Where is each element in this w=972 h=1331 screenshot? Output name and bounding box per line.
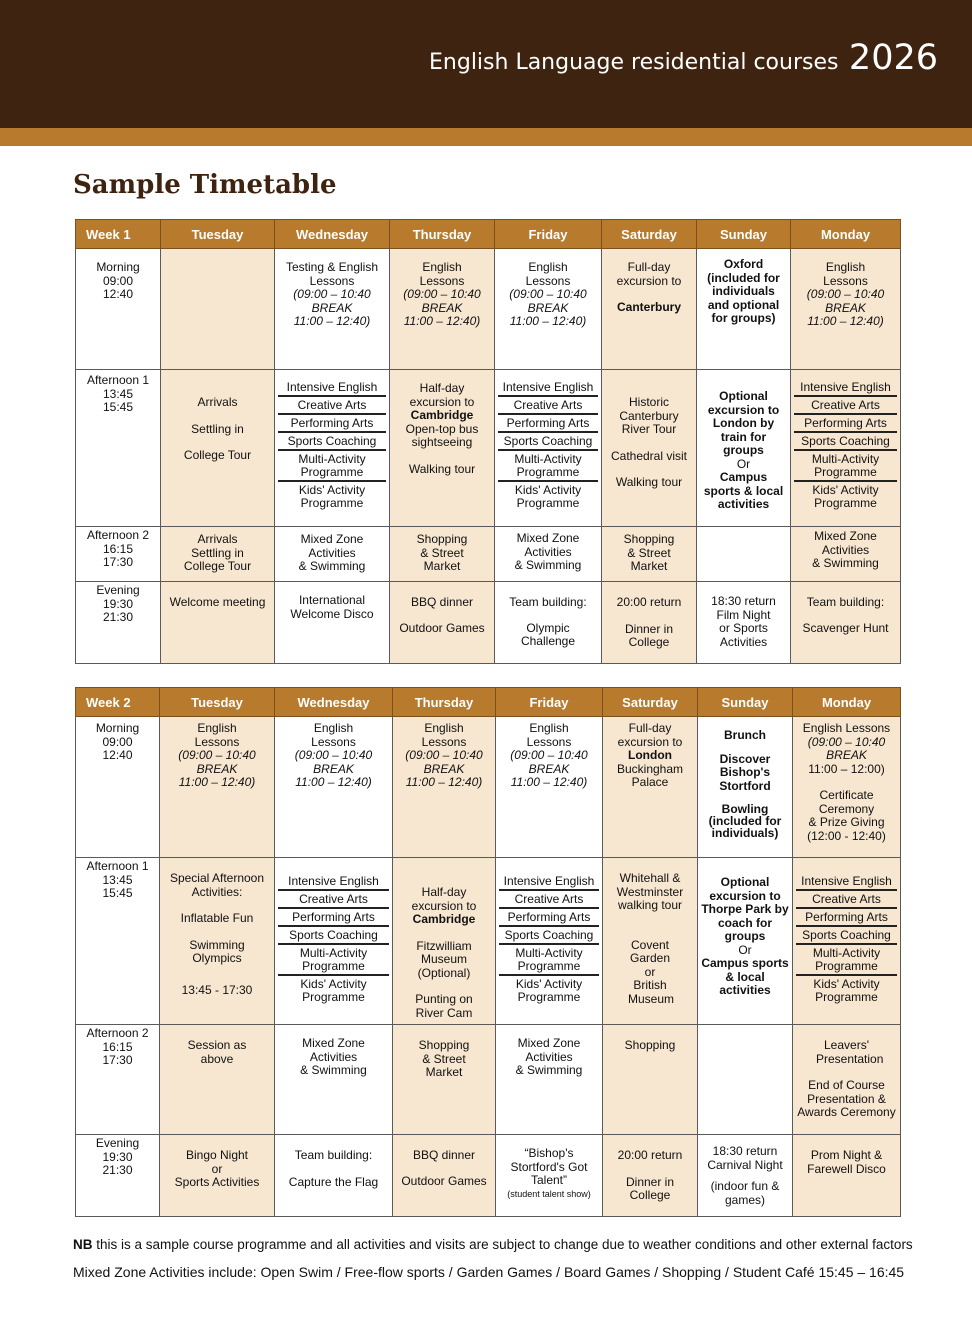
schedule-cell: Session as above [160,1025,275,1135]
activity-text: Dinner in College [624,621,674,649]
schedule-cell: 18:30 return Film Night or Sports Activities [697,582,791,664]
activity-text: Covent Garden or British Museum [628,937,675,1006]
schedule-cell [275,1135,393,1217]
activity-text: Or [736,456,751,471]
schedule-cell: Prom Night & Farewell Disco [793,1135,901,1217]
day-thursday: Thursday [393,688,496,717]
activity-text: Or [738,942,752,957]
option-item: Performing Arts [796,909,897,927]
option-item: Sports Coaching [499,927,599,945]
schedule-cell [698,717,793,858]
schedule-cell [275,717,393,858]
activity-text: Leavers' Presentation [816,1038,884,1066]
day-friday: Friday [496,688,603,717]
schedule-cell [697,527,791,582]
option-item: Performing Arts [499,909,599,927]
time-slot: Morning 09:00 12:40 [76,717,160,858]
activity-text: Optional excursion to London by train for groups [707,389,780,457]
option-item: Multi-Activity Programme [498,451,598,482]
option-item: Creative Arts [796,891,897,909]
activity-text: Special Afternoon Activities: [169,871,265,899]
lessons-time: 11:00 – 12:40) [293,314,371,328]
lessons-time: 11:00 – 12:00) [808,761,885,776]
option-item: Creative Arts [499,891,599,909]
lessons-title: English Lessons [802,721,891,735]
option-item: Intensive English [278,379,386,397]
lessons-title: English Lessons [525,260,571,288]
schedule-cell [390,370,495,527]
option-item: Creative Arts [278,397,386,415]
lessons-break: BREAK [527,300,569,315]
schedule-cell: Welcome meeting [161,582,275,664]
schedule-cell [496,858,603,1025]
options-list [496,872,602,1005]
header-subtitle: English Language residential courses [429,50,839,75]
lessons-title: English Lessons [194,721,240,749]
week2-afternoon1-row [76,858,901,1025]
activity-text: Optional excursion to Thorpe Park by coach for groups [701,875,789,943]
day-friday: Friday [495,220,602,249]
week2-timetable [75,687,901,1217]
options-list [791,378,900,511]
schedule-cell [275,370,390,527]
activity-text: Swimming Olympics [189,937,245,965]
option-item: Creative Arts [498,397,598,415]
schedule-cell [791,370,901,527]
schedule-cell [602,582,697,664]
activity-text: Bowling (included for individuals) [708,802,782,840]
option-item: Performing Arts [794,415,897,433]
week2-morning-row [76,717,901,858]
option-item: Intensive English [796,873,897,891]
header-accent-stripe [0,128,972,146]
option-item: Multi-Activity Programme [794,451,897,482]
ceremony-text: Certificate Ceremony [818,788,875,816]
schedule-cell [791,249,901,370]
activity-text: Outdoor Games [401,1173,487,1188]
ceremony-time: (12:00 - 12:40) [807,828,886,843]
day-thursday: Thursday [390,220,495,249]
schedule-cell [698,1025,793,1135]
lessons-break: BREAK [311,300,353,315]
activity-text: Campus sports & local activities [701,956,789,997]
option-item: Sports Coaching [498,433,598,451]
mixed-zone-note: Mixed Zone Activities include: Open Swim / Free-flow sports / Garden Games / Board Games / Shopping / Student Café 15:45 – 16:45 [73,1264,905,1280]
option-item: Intensive English [794,379,897,397]
time-slot: Morning 09:00 12:40 [76,249,161,370]
option-item: Creative Arts [278,891,389,909]
options-list [275,872,392,1005]
schedule-cell [603,717,698,858]
activity-text: Olympic Challenge [520,620,576,648]
time-slot: Afternoon 2 16:15 17:30 [76,527,161,582]
activity-text: “Bishop's Stortford's Got Talent” [510,1146,588,1187]
schedule-cell [495,582,602,664]
activity-text: Arrivals [197,395,238,409]
option-item: Performing Arts [278,415,386,433]
lessons-break: BREAK [421,300,463,315]
schedule-cell [393,1135,496,1217]
schedule-cell [698,1135,793,1217]
activity-text: Brunch [724,728,766,742]
excursion-destination: London [628,748,672,762]
schedule-cell [496,1135,603,1217]
lessons-title: English Lessons [421,721,467,749]
schedule-cell [603,858,698,1025]
option-item: Kids' Activity Programme [514,483,582,510]
day-monday: Monday [791,220,901,249]
option-item: Kids' Activity Programme [813,977,880,1004]
time-slot: Afternoon 1 13:45 15:45 [76,858,160,1025]
schedule-cell: Arrivals Settling in College Tour [161,527,275,582]
day-wednesday: Wednesday [275,688,393,717]
schedule-cell [793,717,901,858]
schedule-cell: Bingo Night or Sports Activities [160,1135,275,1217]
page-title: Sample Timetable [73,170,337,200]
option-item: Kids' Activity Programme [300,977,367,1004]
activity-text: Whitehall & Westminster walking tour [616,871,684,912]
option-item: Sports Coaching [796,927,897,945]
lessons-time: 11:00 – 12:40) [178,775,256,789]
option-item: Kids' Activity Programme [515,977,583,1004]
activity-text: Campus sports & local activities [703,470,784,511]
lessons-title: English Lessons [419,260,465,288]
schedule-cell [496,717,603,858]
lessons-title: English Lessons [823,260,868,288]
excursion-text: Punting on River Cam [415,992,473,1020]
lessons-time: (09:00 – 10:40 [509,287,587,301]
lessons-time: (09:00 – 10:40 [403,287,481,301]
schedule-cell [698,858,793,1025]
lessons-break: BREAK [196,761,238,776]
lessons-break: BREAK [313,761,354,776]
week1-timetable [75,219,901,664]
day-monday: Monday [793,688,901,717]
schedule-cell [390,249,495,370]
nb-label: NB [73,1237,93,1252]
day-tuesday: Tuesday [160,688,275,717]
schedule-cell: Shopping & Street Market [602,527,697,582]
excursion-text: Buckingham Palace [616,761,684,789]
lessons-time: 11:00 – 12:40) [510,775,588,789]
excursion-destination: Cambridge [412,912,476,926]
schedule-cell [161,370,275,527]
excursion-text: Full-day excursion to [617,721,683,749]
schedule-cell [793,1025,901,1135]
excursion-text: Half-day excursion to [409,381,475,409]
option-item: Intensive English [278,873,389,891]
lessons-time: 11:00 – 12:40) [807,314,884,328]
excursion-destination: Cambridge [410,408,474,422]
option-item: Intensive English [498,379,598,397]
time-slot: Evening 19:30 21:30 [76,1135,160,1217]
week2-label: Week 2 [76,688,160,717]
week1-morning-row [76,249,901,370]
week2-evening-row [76,1135,901,1217]
header-title [429,38,938,78]
activity-text: Scavenger Hunt [802,620,889,635]
footer-note [73,1237,913,1252]
activity-text: College Tour [183,448,252,462]
schedule-cell [160,717,275,858]
day-sunday: Sunday [697,220,791,249]
activity-text: Settling in [191,421,244,436]
activity-text: Inflatable Fun [180,911,254,925]
schedule-cell: Mixed Zone Activities & Swimming [275,1025,393,1135]
schedule-cell [603,1135,698,1217]
schedule-cell: Shopping & Street Market [390,527,495,582]
schedule-cell: Mixed Zone Activities & Swimming [495,527,602,582]
activity-text: BBQ dinner [412,1148,476,1162]
lessons-time: (09:00 – 10:40 [294,748,373,762]
option-item: Performing Arts [498,415,598,433]
day-saturday: Saturday [603,688,698,717]
schedule-cell [275,249,390,370]
schedule-cell: Mixed Zone Activities & Swimming [791,527,901,582]
activity-text: Walking tour [615,475,683,489]
activity-text: Team building: [806,595,885,609]
schedule-cell [602,370,697,527]
schedule-cell [393,717,496,858]
lessons-time: (09:00 – 10:40 [405,748,483,762]
activity-text: Outdoor Games [399,620,485,635]
week1-evening-row [76,582,901,664]
activity-text: Historic Canterbury River Tour [619,395,679,436]
excursion-text: Half-day excursion to [411,885,477,913]
excursion-text: Full-day excursion to [616,260,682,288]
activity-text: End of Course Presentation & Awards Ceremony [797,1078,896,1119]
header-year: 2026 [848,38,938,78]
lessons-title: Testing & English Lessons [285,260,379,288]
schedule-cell [393,858,496,1025]
lessons-time: (09:00 – 10:40 [293,287,371,301]
option-item: Sports Coaching [278,927,389,945]
lessons-time: (09:00 – 10:40 [806,287,885,301]
option-item: Kids' Activity Programme [812,483,879,510]
option-item: Intensive English [499,873,599,891]
activity-text: 20:00 return [616,595,682,609]
lessons-time: 11:00 – 12:40) [509,314,587,328]
schedule-cell [161,249,275,370]
schedule-cell: International Welcome Disco [275,582,390,664]
option-item: Performing Arts [278,909,389,927]
lessons-time: (09:00 – 10:40 [807,734,886,749]
activity-text: (indoor fun & games) [710,1179,780,1207]
week1-label: Week 1 [76,220,161,249]
schedule-cell: Shopping & Street Market [393,1025,496,1135]
activity-text: Cathedral visit [610,448,688,463]
activity-text: Team building: [509,595,587,609]
week1-afternoon1-row [76,370,901,527]
day-saturday: Saturday [602,220,697,249]
activity-text: 18:30 return Carnival Night [707,1144,783,1172]
schedule-cell [495,370,602,527]
day-wednesday: Wednesday [275,220,390,249]
options-list [275,378,389,511]
lessons-time: (09:00 – 10:40 [510,748,588,762]
options-list [495,378,601,511]
week2-header-row [76,688,901,717]
header-banner [0,0,972,128]
option-item: Creative Arts [794,397,897,415]
ceremony-text: & Prize Giving [808,815,885,829]
day-tuesday: Tuesday [161,220,275,249]
schedule-cell [793,858,901,1025]
activity-text: BBQ dinner [410,595,474,609]
options-list [793,872,900,1005]
lessons-title: English Lessons [311,721,356,749]
schedule-cell [160,858,275,1025]
activity-text: Capture the Flag [288,1174,379,1189]
lessons-break: BREAK [423,761,465,776]
lessons-time: 11:00 – 12:40) [405,775,483,789]
lessons-break: BREAK [826,748,867,762]
time-slot: Afternoon 2 16:15 17:30 [76,1025,160,1135]
excursion-text: Fitzwilliam Museum (Optional) [416,938,472,980]
week2-afternoon2-row [76,1025,901,1135]
activity-text: 20:00 return [617,1148,683,1162]
schedule-cell: Mixed Zone Activities & Swimming [275,527,390,582]
lessons-title: English Lessons [526,721,572,749]
schedule-cell [697,370,791,527]
lessons-time: 11:00 – 12:40) [403,314,481,328]
schedule-cell [495,249,602,370]
activity-text: Team building: [294,1148,373,1162]
schedule-cell [791,582,901,664]
option-item: Sports Coaching [794,433,897,451]
schedule-cell [275,858,393,1025]
option-item: Multi-Activity Programme [278,945,389,976]
lessons-break: BREAK [528,761,570,776]
activity-time: 13:45 - 17:30 [181,982,253,997]
schedule-cell: Mixed Zone Activities & Swimming [496,1025,603,1135]
lessons-time: (09:00 – 10:40 [178,748,256,762]
time-slot: Afternoon 1 13:45 15:45 [76,370,161,527]
excursion-destination: Canterbury [616,300,681,314]
option-item: Multi-Activity Programme [278,451,386,482]
schedule-cell [390,582,495,664]
activity-text: Discover Bishop's Stortford [719,751,771,793]
lessons-time: 11:00 – 12:40) [295,775,372,789]
schedule-cell [602,249,697,370]
activity-text: Dinner in College [625,1174,675,1202]
schedule-cell: Oxford (included for individuals and optional for groups) [697,249,791,370]
nb-text: this is a sample course programme and all activities and visits are subject to change due to weather conditions and other external factors [92,1237,913,1252]
excursion-text: Walking tour [408,461,476,476]
schedule-cell: Shopping [603,1025,698,1135]
option-item: Sports Coaching [278,433,386,451]
lessons-break: BREAK [825,300,866,315]
option-item: Kids' Activity Programme [298,483,366,510]
activity-note: (student talent show) [507,1188,591,1199]
day-sunday: Sunday [698,688,793,717]
option-item: Multi-Activity Programme [796,945,897,976]
excursion-text: Open-top bus sightseeing [405,421,479,449]
week1-afternoon2-row [76,527,901,582]
option-item: Multi-Activity Programme [499,945,599,976]
week1-header-row [76,220,901,249]
time-slot: Evening 19:30 21:30 [76,582,161,664]
